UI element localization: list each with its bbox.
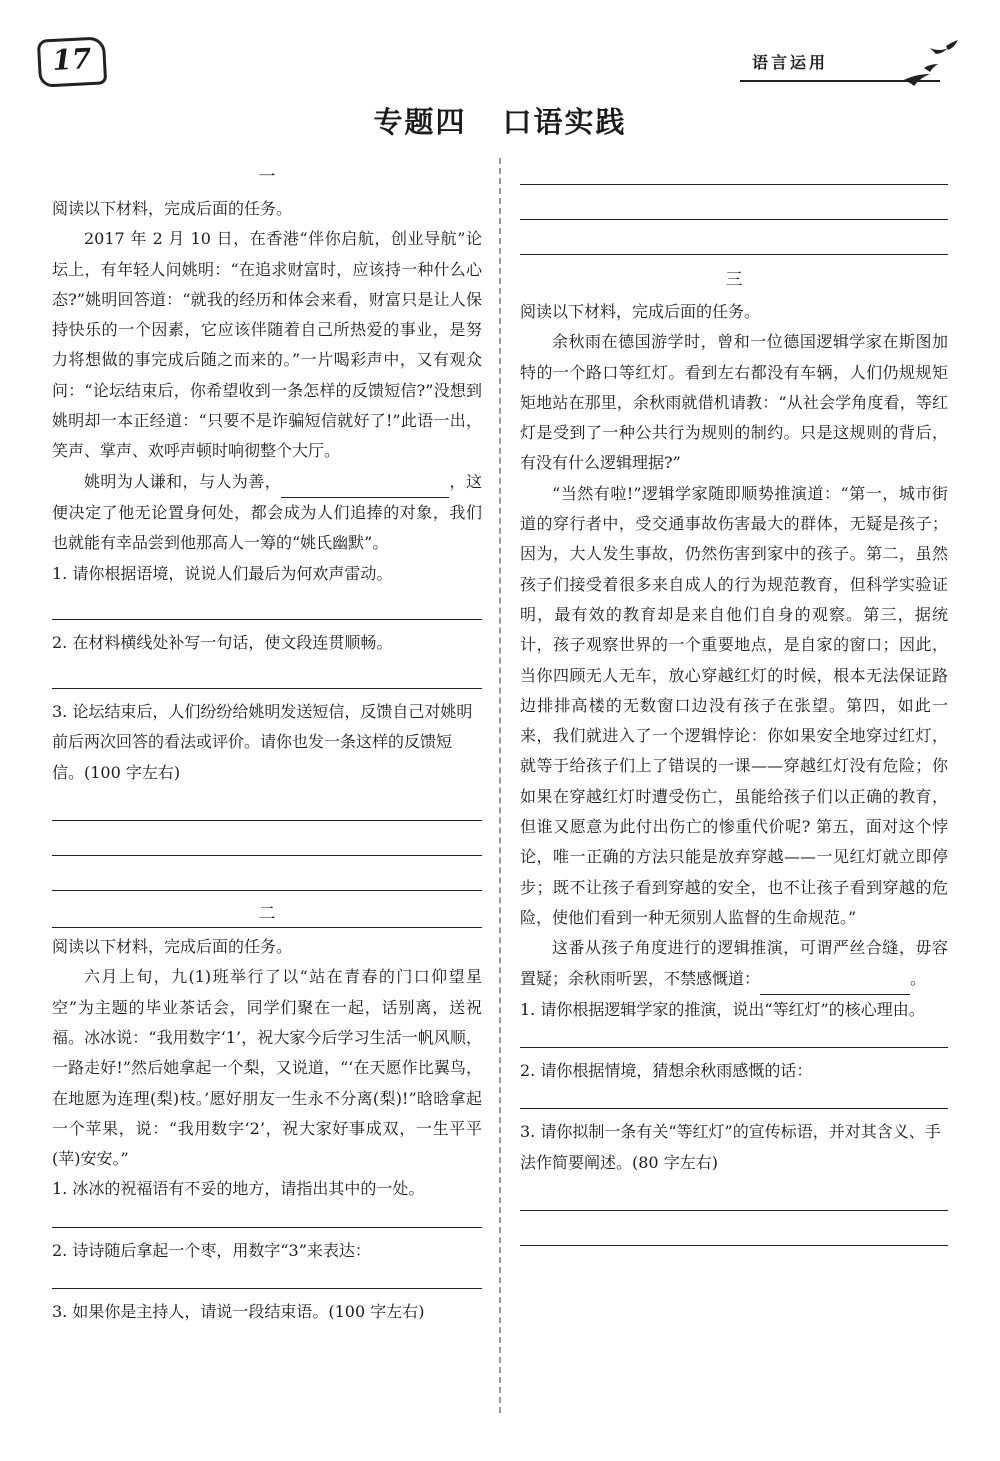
column-divider xyxy=(499,158,501,1413)
fill-in-blank[interactable] xyxy=(281,467,449,498)
title-topic-number: 专题四 xyxy=(373,105,467,139)
section-2-passage: 六月上旬，九(1)班举行了以“站在青春的门口仰望星空”为主题的毕业茶话会，同学们聚在一起，话别离，送祝福。冰冰说：“我用数字‘1’，祝大家今后学习生活一帆风顺，一路走好!”然后她拿起一个梨，又说道，“‘在天愿作比翼鸟，在地愿为连理(梨)枝。’愿好朋友一生永不分离(梨)!”晗晗拿起一个苹果，说：“我用数字‘2’，祝大家好事成双，一生平平(苹)安安。” xyxy=(52,967,482,1169)
page-title xyxy=(0,100,1000,141)
page-number-badge xyxy=(37,36,107,87)
section-2-question-3: 3. 如果你是主持人，请说一段结束语。(100 字左右) xyxy=(52,1302,425,1322)
section-2-question-2: 2. 诗诗随后拿起一个枣，用数字“3”来表达： xyxy=(52,1240,371,1260)
section-1-question-1: 1. 请你根据语境，说说人们最后为何欢声雷动。 xyxy=(52,563,393,583)
fill-in-blank[interactable] xyxy=(760,964,910,995)
section-3-heading: 三 xyxy=(725,270,743,290)
section-3-question-1: 1. 请你根据逻辑学家的推演，说出“等红灯”的核心理由。 xyxy=(520,999,925,1019)
section-1-question-2: 2. 在材料横线处补写一句话，使文段连贯顺畅。 xyxy=(52,632,393,652)
section-label: 语言运用 xyxy=(752,53,829,72)
section-3-passage-3 xyxy=(520,933,948,995)
answer-line[interactable] xyxy=(52,788,482,821)
section-1-passage-2-start: 姚明为人谦和，与人为善， xyxy=(84,471,282,491)
section-3-passage-3-end: 。 xyxy=(910,968,927,988)
section-3-question-3: 3. 请你拟制一条有关“等红灯”的宣传标语，并对其含义、手法作简要阐述。(80 字左右) xyxy=(520,1122,941,1172)
title-topic-name: 口语实践 xyxy=(502,105,627,139)
section-2-heading: 二 xyxy=(258,904,276,925)
birds-icon xyxy=(890,38,960,90)
section-3-question-2: 2. 请你根据情境，猜想余秋雨感慨的话： xyxy=(520,1061,813,1081)
section-3-passage: 余秋雨在德国游学时，曾和一位德国逻辑学家在斯图加特的一个路口等红灯。看到左右都没有车辆，人们仍规规矩矩地站在那里，余秋雨就借机请教：“从社会学角度看，等红灯是受到了一种公共行为规则的制约。只是这规则的背后，有没有什么逻辑理据?” xyxy=(520,332,948,473)
answer-line[interactable] xyxy=(52,1266,482,1289)
section-3-passage-3-text: 这番从孩子角度进行的逻辑推演，可谓严丝合缝，毋容置疑；余秋雨听罢，不禁感慨道： xyxy=(520,938,948,988)
section-3-passage-2: “当然有啦!”逻辑学家随即顺势推演道：“第一，城市街道的穿行者中，受交通事故伤害最大的群体，无疑是孩子；因为，大人发生事故，仍然伤害到家中的孩子。第二，虽然孩子们接受着很多来自成人的行为规范教育，但科学实验证明，最有效的教育却是来自他们自身的观察。第三，据统计，孩子观察世界的一个重要地点，是自家的窗口；因此，当你四顾无人无车，放心穿越红灯的时候，根本无法保证路边排排高楼的无数窗口边没有孩子在张望。第四，如此一来，我们就进入了一个逻辑悖论：你如果安全地穿过红灯，就等于给孩子们上了错误的一课——穿越红灯没有危险；你如果在穿越红灯时遭受伤亡，虽能给孩子们以正确的教育，但谁又愿意为此付出伤亡的惨重代价呢? 第五，面对这个悖论，唯一正确的方法只能是放弃穿越——一见红灯就立即停步；既不让孩子看到穿越的安全，也不让孩子看到穿越的危险，使他们看到一种无须别人监督的生命规范。” xyxy=(520,483,948,927)
section-2-intro: 阅读以下材料，完成后面的任务。 xyxy=(52,937,293,957)
answer-line[interactable] xyxy=(52,1205,482,1228)
section-3-intro: 阅读以下材料，完成后面的任务。 xyxy=(520,302,761,321)
answer-line[interactable] xyxy=(520,1025,948,1048)
answer-line[interactable] xyxy=(520,1178,948,1211)
answer-line[interactable] xyxy=(520,185,948,220)
section-1-question-3: 3. 论坛结束后，人们纷纷给姚明发送短信，反馈自己对姚明前后两次回答的看法或评价。请你也发一条这样的反馈短信。(100 字左右) xyxy=(52,702,473,782)
section-1-intro: 阅读以下材料，完成后面的任务。 xyxy=(52,199,293,218)
answer-line[interactable] xyxy=(520,1086,948,1109)
section-1-passage-2-end: ，这便决定了他无论置身何处，都会成为人们追捧的对象，我们也就能有幸品尝到他那高人一筹的“姚氏幽默”。 xyxy=(52,471,482,553)
answer-line[interactable] xyxy=(520,220,948,255)
page-number: 17 xyxy=(51,42,93,78)
section-2-question-1: 1. 冰冰的祝福语有不妥的地方，请指出其中的一处。 xyxy=(52,1179,425,1199)
answer-line[interactable] xyxy=(520,1211,948,1246)
section-1-passage-2 xyxy=(52,467,482,559)
answer-line[interactable] xyxy=(52,856,482,891)
left-column xyxy=(52,160,482,1327)
section-1-heading: 一 xyxy=(258,167,276,187)
answer-line[interactable] xyxy=(52,658,482,689)
answer-line[interactable] xyxy=(52,589,482,620)
section-1-passage: 2017 年 2 月 10 日，在香港“伴你启航，创业导航”论坛上，有年轻人问姚明：“在追求财富时，应该持一种什么心态?”姚明回答道：“就我的经历和体会来看，财富只是让人保持快乐的一个因素，它应该伴随着自己所热爱的事业，是努力将想做的事完成后随之而来的。”一片喝彩声中，又有观众问：“论坛结束后，你希望收到一条怎样的反馈短信?”没想到姚明却一本正经道：“只要不是诈骗短信就好了!”此语一出，笑声、掌声、欢呼声顿时响彻整个大厅。 xyxy=(52,229,482,461)
answer-line[interactable] xyxy=(520,172,948,185)
answer-line[interactable] xyxy=(52,821,482,856)
right-column xyxy=(520,172,948,1246)
